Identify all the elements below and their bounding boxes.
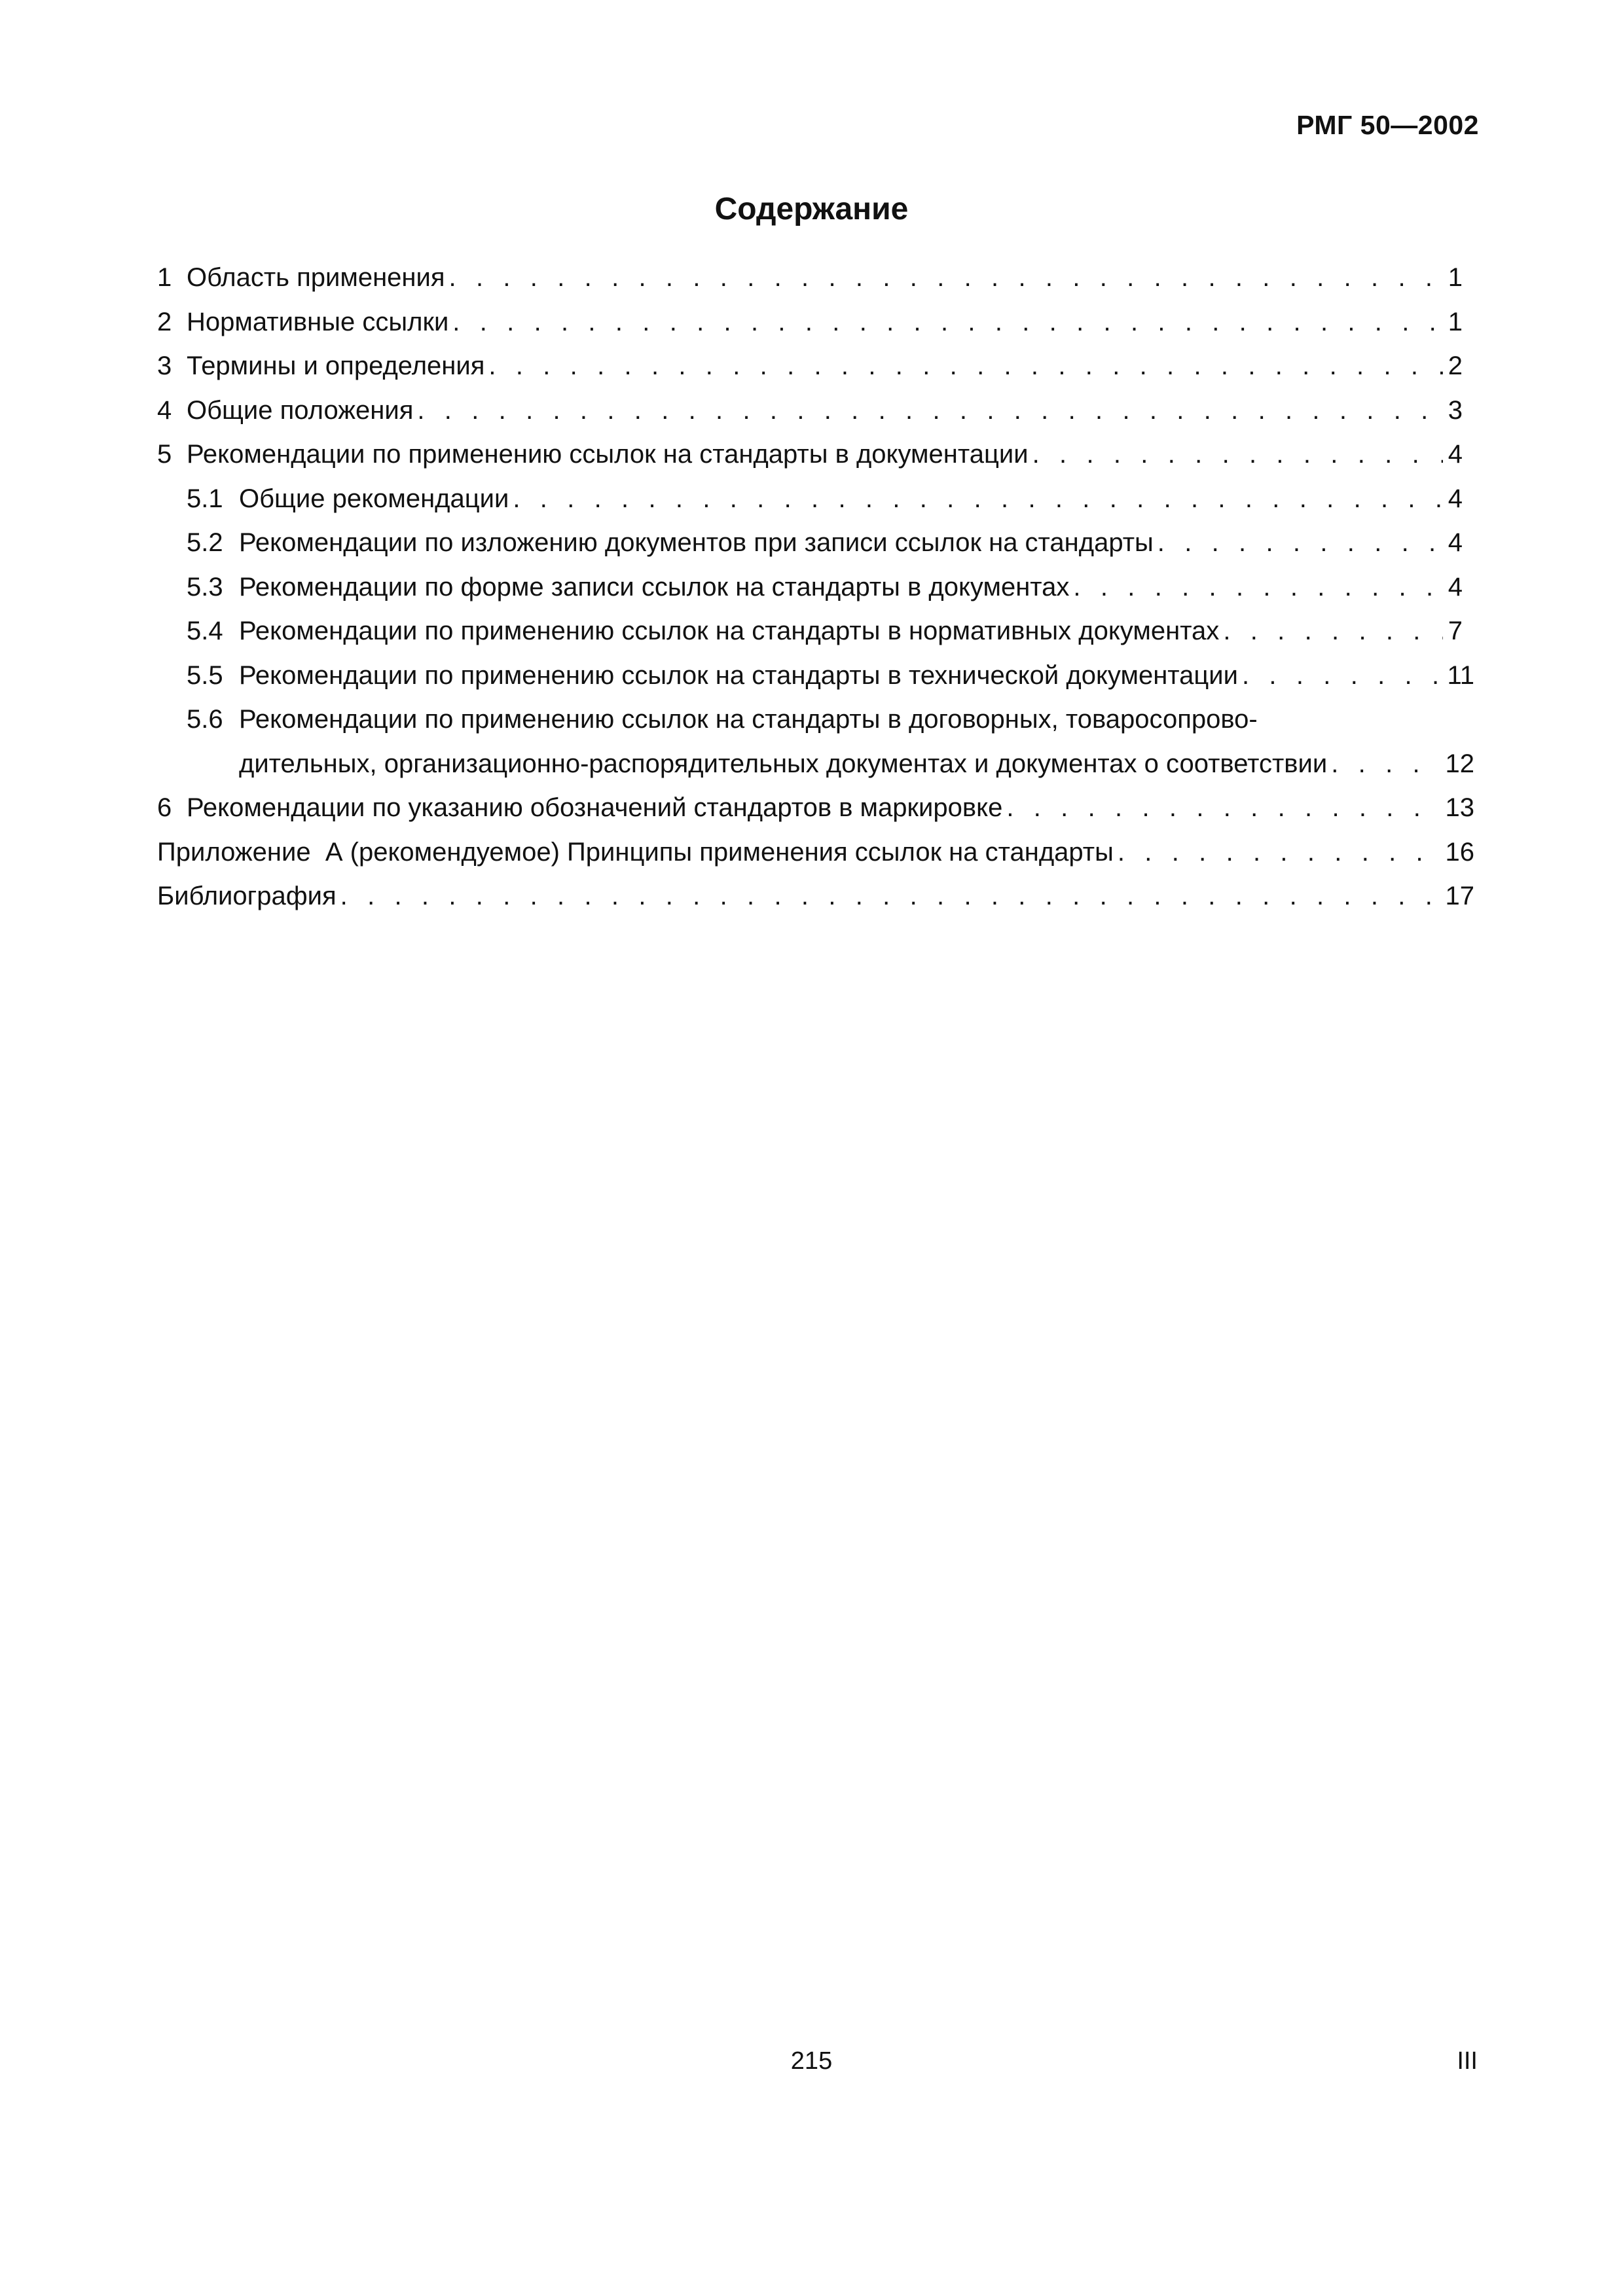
dot-leader bbox=[452, 305, 1442, 339]
toc-entry-line bbox=[187, 349, 1463, 383]
toc-entry-title: Термины и определения bbox=[187, 351, 485, 380]
toc-entry-number: 5.4 bbox=[187, 617, 223, 645]
document-code: РМГ 50—2002 bbox=[1296, 110, 1479, 140]
dot-leader bbox=[513, 482, 1442, 516]
toc-entry-page: 1 bbox=[1448, 263, 1463, 292]
toc-entry-title: Рекомендации по форме записи ссылок на стандарты в документах bbox=[239, 572, 1070, 601]
toc-subentry[interactable] bbox=[157, 526, 1474, 570]
toc-subentry[interactable] bbox=[157, 702, 1474, 747]
toc-entry-number: 5.6 bbox=[187, 705, 223, 734]
toc-entry-appendix[interactable] bbox=[157, 835, 1474, 880]
toc-entry-title: Общие рекомендации bbox=[239, 484, 509, 513]
dot-leader bbox=[488, 349, 1442, 383]
toc-entry-page: 7 bbox=[1448, 617, 1463, 645]
toc-entry-number: 5.2 bbox=[187, 528, 223, 557]
toc-entry[interactable] bbox=[157, 349, 1474, 393]
dot-leader bbox=[1242, 658, 1442, 692]
dot-leader bbox=[449, 260, 1443, 295]
toc-entry-page: 1 bbox=[1448, 307, 1463, 336]
toc-entry-title: Рекомендации по применению ссылок на стандарты в документации bbox=[187, 440, 1029, 469]
toc-entry-line bbox=[239, 614, 1463, 648]
toc-entry-page: 13 bbox=[1445, 793, 1474, 822]
toc-entry-line bbox=[157, 879, 1474, 913]
page-title: Содержание bbox=[714, 192, 909, 226]
toc-entry-bibliography[interactable] bbox=[157, 879, 1474, 924]
dot-leader bbox=[340, 879, 1440, 913]
toc-entry-line bbox=[187, 437, 1463, 471]
toc-entry-page: 12 bbox=[1445, 749, 1474, 778]
toc-entry-number: 5.3 bbox=[187, 572, 223, 601]
toc-entry-title: Рекомендации по применению ссылок на стандарты в договорных, товаросопрово- bbox=[239, 705, 1258, 734]
toc-entry[interactable] bbox=[157, 393, 1474, 438]
toc-subentry[interactable] bbox=[157, 614, 1474, 658]
toc-entry-page: 11 bbox=[1447, 660, 1474, 690]
toc-entry-number: 1 bbox=[157, 263, 172, 292]
toc-entry-line bbox=[239, 658, 1474, 692]
toc-entry-title: Рекомендации по указанию обозначений стандартов в маркировке bbox=[187, 793, 1003, 822]
toc-entry-title: Библиография bbox=[157, 882, 337, 910]
dot-leader bbox=[1073, 570, 1442, 604]
dot-leader bbox=[1158, 526, 1443, 560]
toc-entry-line bbox=[239, 526, 1463, 560]
toc-entry[interactable] bbox=[157, 791, 1474, 835]
toc-entry[interactable] bbox=[157, 305, 1474, 350]
toc-entry-number: 3 bbox=[157, 351, 172, 380]
roman-page-number: III bbox=[1457, 2047, 1478, 2075]
page-number: 215 bbox=[790, 2047, 833, 2075]
dot-leader bbox=[1118, 835, 1440, 869]
dot-leader bbox=[1331, 747, 1440, 781]
toc-entry-title: Приложение А (рекомендуемое) Принципы применения ссылок на стандарты bbox=[157, 837, 1114, 867]
toc-subentry[interactable] bbox=[157, 658, 1474, 703]
dot-leader bbox=[1032, 437, 1443, 471]
toc-entry-page: 17 bbox=[1445, 882, 1474, 910]
toc-entry-page: 4 bbox=[1448, 484, 1463, 513]
toc-entry[interactable] bbox=[157, 437, 1474, 482]
dot-leader bbox=[1223, 614, 1442, 648]
toc-entry-number: 5.1 bbox=[187, 484, 223, 513]
toc-entry-page: 4 bbox=[1448, 528, 1463, 557]
toc-entry-title: Рекомендации по применению ссылок на стандарты в нормативных документах bbox=[239, 617, 1220, 645]
toc-entry-line bbox=[187, 393, 1463, 427]
toc-entry-title: Общие положения bbox=[187, 395, 414, 425]
toc-entry-page: 3 bbox=[1448, 395, 1463, 425]
toc-entry-number: 6 bbox=[157, 793, 172, 822]
table-of-contents bbox=[157, 260, 1474, 924]
toc-entry-page: 16 bbox=[1445, 837, 1474, 867]
dot-leader bbox=[1006, 791, 1440, 825]
toc-subentry-continuation[interactable] bbox=[157, 747, 1474, 791]
toc-entry-number: 5 bbox=[157, 440, 172, 469]
toc-entry[interactable] bbox=[157, 260, 1474, 305]
dot-leader bbox=[417, 393, 1442, 427]
toc-entry-line bbox=[239, 570, 1463, 604]
toc-entry-title: Рекомендации по изложению документов при записи ссылок на стандарты bbox=[239, 528, 1154, 557]
toc-entry-number: 4 bbox=[157, 395, 172, 425]
toc-entry-line bbox=[187, 260, 1463, 295]
toc-entry-title: Нормативные ссылки bbox=[187, 307, 449, 336]
toc-entry-number: 5.5 bbox=[187, 660, 223, 690]
toc-subentry[interactable] bbox=[157, 482, 1474, 526]
toc-subentry[interactable] bbox=[157, 570, 1474, 615]
toc-entry-line bbox=[187, 305, 1463, 339]
toc-entry-line bbox=[239, 702, 1474, 736]
toc-entry-title: Область применения bbox=[187, 263, 445, 292]
toc-entry-line bbox=[239, 482, 1463, 516]
toc-entry-line bbox=[187, 791, 1474, 825]
toc-entry-page: 2 bbox=[1448, 351, 1463, 380]
toc-entry-page: 4 bbox=[1448, 572, 1463, 601]
toc-entry-page: 4 bbox=[1448, 440, 1463, 469]
toc-entry-title-continuation: дительных, организационно-распорядительных документах и документах о соответствии bbox=[239, 749, 1328, 778]
toc-entry-line bbox=[239, 747, 1474, 781]
toc-entry-title: Рекомендации по применению ссылок на стандарты в технической документации bbox=[239, 660, 1238, 690]
toc-entry-line bbox=[157, 835, 1474, 869]
toc-entry-number: 2 bbox=[157, 307, 172, 336]
